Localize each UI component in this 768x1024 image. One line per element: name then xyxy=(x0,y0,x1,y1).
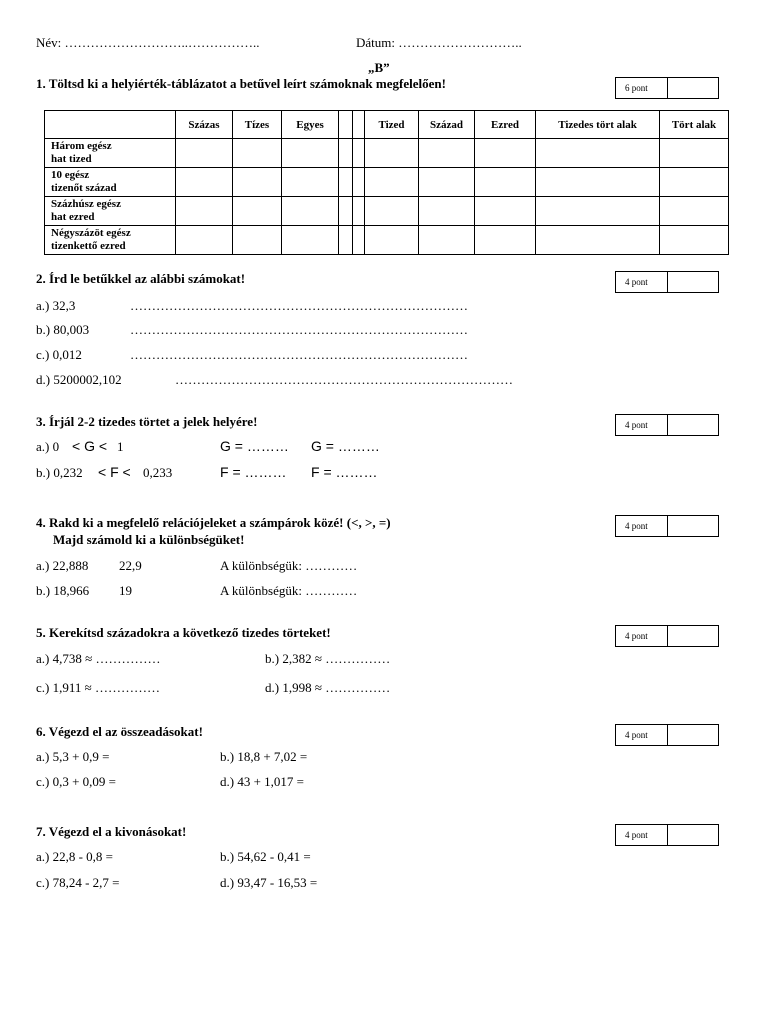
table-cell[interactable] xyxy=(176,226,233,255)
q7-a-item[interactable]: a.) 22,8 - 0,8 = xyxy=(36,849,114,864)
table-cell[interactable] xyxy=(475,226,536,255)
q7-points-box xyxy=(615,824,719,846)
q6-points-box xyxy=(615,724,719,746)
q7-d-item[interactable]: d.) 93,47 - 16,53 = xyxy=(220,875,318,890)
q2-c-answer-line[interactable]: …………………………………………………………………… xyxy=(130,347,468,362)
q3-a-relation: < G < xyxy=(72,438,108,454)
table-cell[interactable] xyxy=(176,197,233,226)
q7-b-item[interactable]: b.) 54,62 - 0,41 = xyxy=(220,849,311,864)
table-header-cell: Század xyxy=(419,111,475,139)
table-cell[interactable] xyxy=(536,226,660,255)
table-cell[interactable] xyxy=(353,139,365,168)
table-cell[interactable] xyxy=(339,139,353,168)
q3-points-box xyxy=(615,414,719,436)
q3-b-relation: < F < xyxy=(98,464,131,480)
q3-b-f2-field[interactable]: F = ……… xyxy=(311,464,378,480)
q2-d-label: d.) 5200002,102 xyxy=(36,372,122,387)
q6-a-item[interactable]: a.) 5,3 + 0,9 = xyxy=(36,749,110,764)
table-cell[interactable] xyxy=(233,139,282,168)
q5-a-item[interactable]: a.) 4,738 ≈ …………… xyxy=(36,651,161,666)
table-cell[interactable] xyxy=(365,168,419,197)
q5-points-label: 4 pont xyxy=(616,626,668,646)
table-row-label: Négyszázöt egész tizenkettő ezred xyxy=(45,226,176,255)
table-cell[interactable] xyxy=(475,168,536,197)
table-cell[interactable] xyxy=(419,168,475,197)
q6-points-label: 4 pont xyxy=(616,725,668,745)
q6-b-item[interactable]: b.) 18,8 + 7,02 = xyxy=(220,749,308,764)
q3-a-upper: 1 xyxy=(117,439,124,454)
table-header-cell: Egyes xyxy=(282,111,339,139)
table-cell[interactable] xyxy=(176,168,233,197)
table-row xyxy=(45,226,729,255)
q5-title: 5. Kerekítsd századokra a következő tizedes törteket! xyxy=(36,625,331,640)
q3-b-label: b.) 0,232 xyxy=(36,465,83,480)
q3-score-cell[interactable] xyxy=(668,415,718,435)
table-cell[interactable] xyxy=(660,139,729,168)
table-row xyxy=(45,197,729,226)
q4-b-left: b.) 18,966 xyxy=(36,583,90,598)
q5-c-item[interactable]: c.) 1,911 ≈ …………… xyxy=(36,680,161,695)
q2-a-label: a.) 32,3 xyxy=(36,298,76,313)
table-header-row xyxy=(45,111,729,139)
table-cell[interactable] xyxy=(475,197,536,226)
table-header-cell xyxy=(45,111,176,139)
q5-d-item[interactable]: d.) 1,998 ≈ …………… xyxy=(265,680,391,695)
table-cell[interactable] xyxy=(176,139,233,168)
table-cell[interactable] xyxy=(365,197,419,226)
q4-points-label: 4 pont xyxy=(616,516,668,536)
q2-title: 2. Írd le betűkkel az alábbi számokat! xyxy=(36,271,246,286)
q6-title: 6. Végezd el az összeadásokat! xyxy=(36,724,203,739)
table-row-label: Három egész hat tized xyxy=(45,139,176,168)
table-cell[interactable] xyxy=(339,226,353,255)
q4-score-cell[interactable] xyxy=(668,516,718,536)
table-cell[interactable] xyxy=(419,139,475,168)
table-cell[interactable] xyxy=(365,139,419,168)
table-cell[interactable] xyxy=(475,139,536,168)
table-cell[interactable] xyxy=(660,226,729,255)
q2-points-label: 4 pont xyxy=(616,272,668,292)
table-cell[interactable] xyxy=(282,226,339,255)
q1-points-box xyxy=(615,77,719,99)
q2-b-answer-line[interactable]: …………………………………………………………………… xyxy=(130,322,468,337)
q6-d-item[interactable]: d.) 43 + 1,017 = xyxy=(220,774,304,789)
q2-points-box xyxy=(615,271,719,293)
table-cell[interactable] xyxy=(419,197,475,226)
q3-a-g1-field[interactable]: G = ……… xyxy=(220,438,289,454)
place-value-table xyxy=(44,110,729,255)
table-cell[interactable] xyxy=(282,168,339,197)
q4-b-right: 19 xyxy=(119,583,132,598)
q3-title: 3. Írjál 2-2 tizedes törtet a jelek helyére! xyxy=(36,414,258,429)
table-cell[interactable] xyxy=(282,197,339,226)
name-field[interactable]: Név: ………………………..…………….. xyxy=(36,35,260,50)
table-cell[interactable] xyxy=(365,226,419,255)
q4-points-box xyxy=(615,515,719,537)
q5-b-item[interactable]: b.) 2,382 ≈ …………… xyxy=(265,651,391,666)
table-header-cell: Ezred xyxy=(475,111,536,139)
table-cell[interactable] xyxy=(233,226,282,255)
q4-subtitle: Majd számold ki a különbségüket! xyxy=(53,532,245,547)
table-cell[interactable] xyxy=(233,168,282,197)
table-header-cell: Tizedes tört alak xyxy=(536,111,660,139)
q5-score-cell[interactable] xyxy=(668,626,718,646)
table-header-cell: Tízes xyxy=(233,111,282,139)
q5-points-box xyxy=(615,625,719,647)
q2-c-label: c.) 0,012 xyxy=(36,347,82,362)
table-header-cell: Százas xyxy=(176,111,233,139)
table-cell[interactable] xyxy=(536,139,660,168)
table-cell[interactable] xyxy=(660,168,729,197)
q4-title: 4. Rakd ki a megfelelő relációjeleket a számpárok közé! (<, >, =) xyxy=(36,515,391,530)
q3-b-upper: 0,233 xyxy=(143,465,173,480)
table-cell[interactable] xyxy=(233,197,282,226)
table-cell[interactable] xyxy=(660,197,729,226)
q6-score-cell[interactable] xyxy=(668,725,718,745)
q4-a-right: 22,9 xyxy=(119,558,142,573)
table-cell[interactable] xyxy=(339,197,353,226)
table-cell[interactable] xyxy=(536,197,660,226)
q1-title: 1. Töltsd ki a helyiérték-táblázatot a betűvel leírt számoknak megfelelően! xyxy=(36,76,446,91)
q3-a-label: a.) 0 xyxy=(36,439,60,454)
table-row xyxy=(45,139,729,168)
q4-b-difference-field[interactable]: A különbségük: ………… xyxy=(220,583,358,598)
q2-a-answer-line[interactable]: …………………………………………………………………… xyxy=(130,298,468,313)
q7-points-label: 4 pont xyxy=(616,825,668,845)
table-cell[interactable] xyxy=(353,197,365,226)
table-header-cell: Tized xyxy=(365,111,419,139)
table-row-label: 10 egész tizenőt század xyxy=(45,168,176,197)
table-cell[interactable] xyxy=(353,168,365,197)
q1-points-label: 6 pont xyxy=(616,78,668,98)
q6-c-item[interactable]: c.) 0,3 + 0,09 = xyxy=(36,774,117,789)
table-header-cell: Tört alak xyxy=(660,111,729,139)
q4-a-left: a.) 22,888 xyxy=(36,558,89,573)
table-row xyxy=(45,168,729,197)
table-row-label: Százhúsz egész hat ezred xyxy=(45,197,176,226)
version-label: „B” xyxy=(368,60,390,75)
table-cell[interactable] xyxy=(282,139,339,168)
q7-score-cell[interactable] xyxy=(668,825,718,845)
q2-b-label: b.) 80,003 xyxy=(36,322,90,337)
table-cell[interactable] xyxy=(536,168,660,197)
q2-d-answer-line[interactable]: …………………………………………………………………… xyxy=(175,372,513,387)
q3-a-g2-field[interactable]: G = ……… xyxy=(311,438,380,454)
table-header-cell xyxy=(339,111,353,139)
q3-points-label: 4 pont xyxy=(616,415,668,435)
q3-b-f1-field[interactable]: F = ……… xyxy=(220,464,287,480)
q1-score-cell[interactable] xyxy=(668,78,718,98)
q4-a-difference-field[interactable]: A különbségük: ………… xyxy=(220,558,358,573)
q7-c-item[interactable]: c.) 78,24 - 2,7 = xyxy=(36,875,120,890)
table-cell[interactable] xyxy=(353,226,365,255)
q2-score-cell[interactable] xyxy=(668,272,718,292)
date-field[interactable]: Dátum: ……………………….. xyxy=(356,35,522,50)
table-cell[interactable] xyxy=(419,226,475,255)
q7-title: 7. Végezd el a kivonásokat! xyxy=(36,824,187,839)
table-header-cell xyxy=(353,111,365,139)
table-cell[interactable] xyxy=(339,168,353,197)
